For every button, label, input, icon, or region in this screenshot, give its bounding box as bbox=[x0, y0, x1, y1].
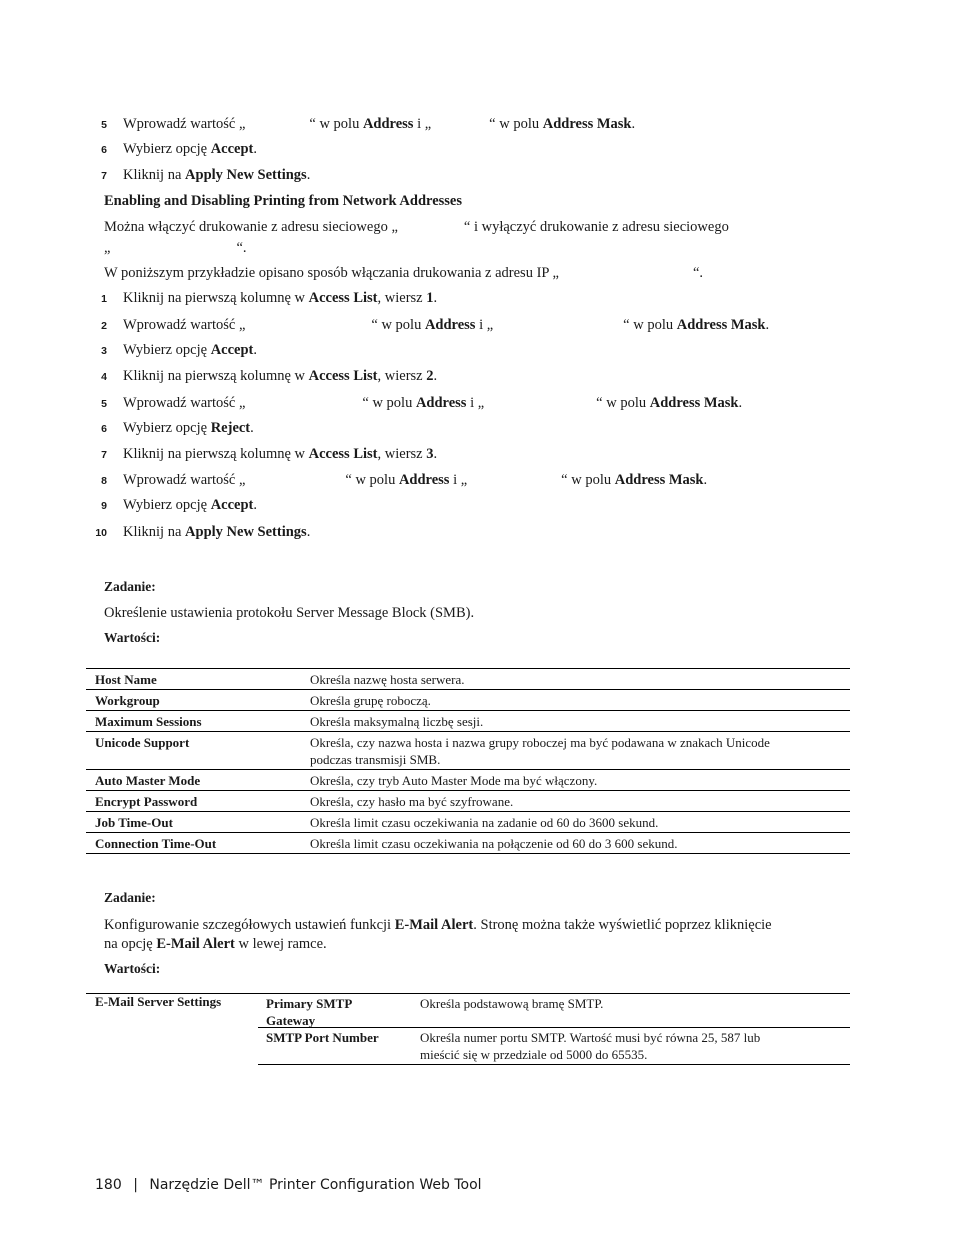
step-4b bbox=[0, 368, 954, 388]
setting-name: Primary SMTP Gateway bbox=[266, 996, 353, 1028]
step-text: Wprowadź wartość „ “ w polu Address i „ “ w polu Address Mask. bbox=[123, 472, 708, 488]
intro-line-2: „ “. bbox=[104, 240, 247, 256]
email-task-line-1: Konfigurowanie szczegółowych ustawień funkcji E-Mail Alert. Stronę można także wyświetlić poprzez kliknięcie bbox=[104, 917, 772, 933]
step-number: 2 bbox=[101, 320, 107, 332]
step-9b bbox=[0, 497, 954, 517]
step-number: 3 bbox=[101, 345, 107, 357]
step-text: Wprowadź wartość „ “ w polu Address i „ “ w polu Address Mask. bbox=[123, 395, 743, 411]
smb-task-text: Określenie ustawienia protokołu Server Message Block (SMB). bbox=[104, 605, 475, 621]
table-row bbox=[86, 711, 850, 732]
setting-name: Workgroup bbox=[86, 690, 301, 711]
step-7a bbox=[0, 167, 954, 187]
step-text: Wybierz opcję Accept. bbox=[123, 141, 257, 157]
table-row bbox=[86, 732, 850, 770]
setting-description: Określa podstawową bramę SMTP. bbox=[420, 996, 604, 1011]
step-text: Wybierz opcję Reject. bbox=[123, 420, 254, 436]
step-6a bbox=[0, 141, 954, 161]
smb-settings-table bbox=[86, 668, 850, 854]
email-task-label: Zadanie: bbox=[104, 890, 156, 905]
step-number: 1 bbox=[101, 293, 107, 305]
setting-group-name: E-Mail Server Settings bbox=[95, 994, 222, 1009]
step-text: Wybierz opcję Accept. bbox=[123, 342, 257, 358]
table-row bbox=[86, 791, 850, 812]
step-text: Wprowadź wartość „ “ w polu Address i „ “ w polu Address Mask. bbox=[123, 317, 770, 333]
setting-name: Connection Time-Out bbox=[86, 833, 301, 854]
setting-name: Host Name bbox=[86, 669, 301, 690]
step-text: Kliknij na pierwszą kolumnę w Access List, wiersz 2. bbox=[123, 368, 438, 384]
setting-name: Encrypt Password bbox=[86, 791, 301, 812]
step-text: Wybierz opcję Accept. bbox=[123, 497, 257, 513]
setting-description: Określa numer portu SMTP. Wartość musi być równa 25, 587 lub mieścić się w przedziale od 5000 do 65535. bbox=[420, 1030, 761, 1062]
setting-name: Unicode Support bbox=[86, 732, 301, 770]
table-row bbox=[86, 812, 850, 833]
setting-description: Określa, czy nazwa hosta i nazwa grupy roboczej ma być podawana w znakach Unicode podczas transmisji SMB. bbox=[301, 732, 850, 770]
step-number: 6 bbox=[101, 423, 107, 435]
step-5a bbox=[0, 116, 954, 136]
step-5b bbox=[0, 395, 954, 415]
table-row bbox=[86, 833, 850, 854]
setting-description: Określa nazwę hosta serwera. bbox=[301, 669, 850, 690]
step-10b bbox=[0, 524, 954, 544]
table-row bbox=[258, 993, 850, 1028]
setting-description: Określa, czy hasło ma być szyfrowane. bbox=[301, 791, 850, 812]
step-6b bbox=[0, 420, 954, 440]
section-heading: Enabling and Disabling Printing from Network Addresses bbox=[104, 193, 462, 209]
step-number: 5 bbox=[101, 119, 107, 131]
step-number: 6 bbox=[101, 144, 107, 156]
step-text: Kliknij na pierwszą kolumnę w Access List, wiersz 1. bbox=[123, 290, 438, 306]
step-3b bbox=[0, 342, 954, 362]
step-text: Wprowadź wartość „ “ w polu Address i „ “ w polu Address Mask. bbox=[123, 116, 636, 132]
setting-name: Auto Master Mode bbox=[86, 770, 301, 791]
smb-task-label: Zadanie: bbox=[104, 579, 156, 594]
table-row bbox=[258, 1027, 850, 1065]
step-number: 7 bbox=[101, 449, 107, 461]
setting-description: Określa limit czasu oczekiwania na zadanie od 60 do 3600 sekund. bbox=[301, 812, 850, 833]
setting-description: Określa limit czasu oczekiwania na połączenie od 60 do 3 600 sekund. bbox=[301, 833, 850, 854]
setting-description: Określa, czy tryb Auto Master Mode ma być włączony. bbox=[301, 770, 850, 791]
setting-description: Określa grupę roboczą. bbox=[301, 690, 850, 711]
step-number: 5 bbox=[101, 398, 107, 410]
step-number: 10 bbox=[95, 527, 107, 539]
step-2b bbox=[0, 317, 954, 337]
table-row bbox=[86, 690, 850, 711]
step-number: 9 bbox=[101, 500, 107, 512]
page-footer bbox=[95, 1177, 482, 1193]
footer-separator: | bbox=[133, 1177, 138, 1193]
step-1b bbox=[0, 290, 954, 310]
step-text: Kliknij na Apply New Settings. bbox=[123, 524, 311, 540]
smb-values-label: Wartości: bbox=[104, 630, 161, 645]
step-7b bbox=[0, 446, 954, 466]
step-8b bbox=[0, 472, 954, 492]
table-row bbox=[86, 669, 850, 690]
table-row bbox=[86, 770, 850, 791]
step-number: 4 bbox=[101, 371, 107, 383]
email-task-line-2: na opcję E-Mail Alert w lewej ramce. bbox=[104, 936, 327, 952]
setting-description: Określa maksymalną liczbę sesji. bbox=[301, 711, 850, 732]
step-text: Kliknij na pierwszą kolumnę w Access List, wiersz 3. bbox=[123, 446, 438, 462]
page-number: 180 bbox=[95, 1177, 122, 1193]
example-line: W poniższym przykładzie opisano sposób włączania drukowania z adresu IP „ “. bbox=[104, 265, 704, 281]
step-number: 8 bbox=[101, 475, 107, 487]
step-number: 7 bbox=[101, 170, 107, 182]
intro-line-1: Można włączyć drukowanie z adresu sieciowego „ “ i wyłączyć drukowanie z adresu sieciowego bbox=[104, 219, 729, 235]
setting-name: Job Time-Out bbox=[86, 812, 301, 833]
setting-name: Maximum Sessions bbox=[86, 711, 301, 732]
email-values-label: Wartości: bbox=[104, 961, 161, 976]
footer-title: Narzędzie Dell™ Printer Configuration Web Tool bbox=[149, 1177, 482, 1193]
setting-name: SMTP Port Number bbox=[266, 1030, 379, 1045]
step-text: Kliknij na Apply New Settings. bbox=[123, 167, 311, 183]
